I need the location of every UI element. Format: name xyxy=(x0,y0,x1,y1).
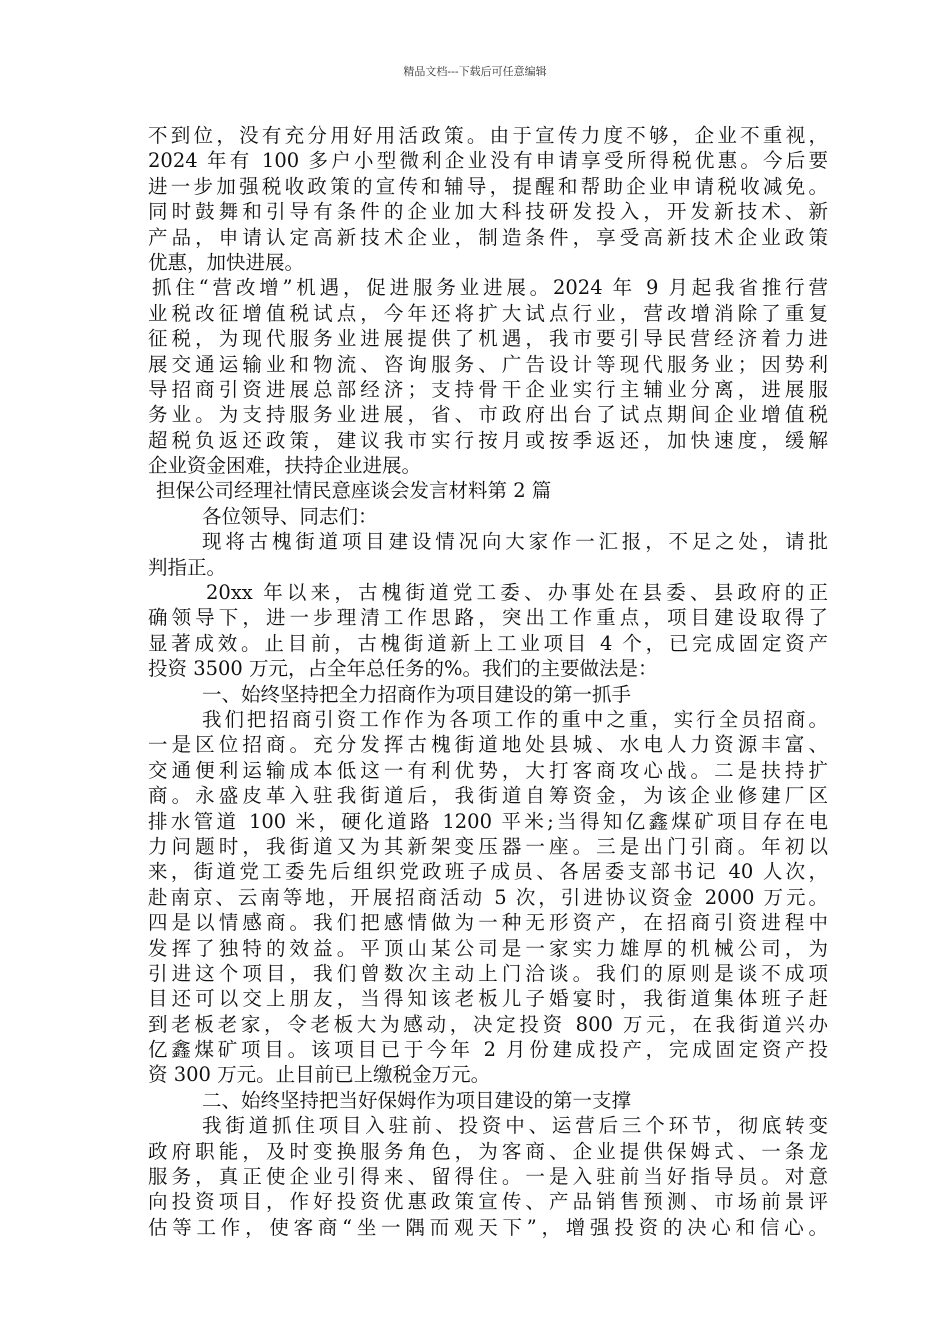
text-line: 二、始终坚持把当好保姆作为项目建设的第一支撑 xyxy=(202,1088,632,1112)
text-line: 同时鼓舞和引导有条件的企业加大科技研发投入，开发新技术、新 xyxy=(148,200,828,224)
text-line: 四是以情感商。我们把感情做为一种无形资产，在招商引资进程中 xyxy=(148,911,828,935)
text-line: 一、始终坚持把全力招商作为项目建设的第一抓手 xyxy=(202,682,632,706)
text-line: 抓住“营改增”机遇，促进服务业进展。2024 年 9 月起我省推行营 xyxy=(152,276,828,300)
text-line: 服务，真正使企业引得来、留得住。一是入驻前当好指导员。对意 xyxy=(148,1165,828,1189)
text-line: 优惠，加快进展。 xyxy=(148,250,305,274)
text-line: 目还可以交上朋友，当得知该老板儿子婚宴时，我街道集体班子赶 xyxy=(148,987,828,1011)
page-header: 精品文档---下载后可任意编辑 xyxy=(403,65,547,78)
text-line: 展交通运输业和物流、咨询服务、广告设计等现代服务业；因势利 xyxy=(148,352,828,376)
text-line: 不到位，没有充分用好用活政策。由于宣传力度不够，企业不重视， xyxy=(148,124,828,147)
text-line: 引进这个项目，我们曾数次主动上门洽谈。我们的原则是谈不成项 xyxy=(148,961,828,985)
text-line: 我街道抓住项目入驻前、投资中、运营后三个环节，彻底转变 xyxy=(202,1114,828,1138)
text-line: 各位领导、同志们： xyxy=(202,504,378,528)
text-line: 到老板老家，令老板大为感动，决定投资 800 万元，在我街道兴办 xyxy=(148,1012,828,1036)
text-line: 进一步加强税收政策的宣传和辅导，提醒和帮助企业申请税收减免。 xyxy=(148,174,828,198)
text-line: 交通便利运输成本低这一有利优势，大打客商攻心战。二是扶持扩 xyxy=(148,758,828,782)
document-body xyxy=(148,123,828,1240)
text-line: 征税，为现代服务业进展提供了机遇，我市要引导民营经济着力进 xyxy=(148,327,828,351)
text-line: 商。永盛皮革入驻我街道后，我街道自筹资金，为该企业修建厂区 xyxy=(148,784,828,808)
text-line: 估等工作，使客商“坐一隅而观天下”，增强投资的决心和信心。 xyxy=(148,1215,828,1239)
text-line: 我们把招商引资工作作为各项工作的重中之重，实行全员招商。 xyxy=(202,707,828,731)
text-line: 超税负返还政策，建议我市实行按月或按季返还，加快速度，缓解 xyxy=(148,428,828,452)
text-line: 确领导下，进一步理清工作思路，突出工作重点，项目建设取得了 xyxy=(148,606,828,630)
text-line: 一是区位招商。充分发挥古槐街道地处县城、水电人力资源丰富、 xyxy=(148,733,828,757)
text-line: 政府职能，及时变换服务角色，为客商、企业提供保姆式、一条龙 xyxy=(148,1139,828,1163)
text-line: 产品，申请认定高新技术企业，制造条件，享受高新技术企业政策 xyxy=(148,225,828,249)
text-line: 来，街道党工委先后组织党政班子成员、各居委支部书记 40 人次， xyxy=(148,860,828,884)
text-line: 企业资金困难，扶持企业进展。 xyxy=(148,454,422,478)
text-line: 务业。为支持服务业进展，省、市政府出台了试点期间企业增值税 xyxy=(148,403,828,427)
text-line: 投资 3500 万元，占全年总任务的%。我们的主要做法是： xyxy=(148,657,658,681)
text-line: 排水管道 100 米，硬化道路 1200 平米;当得知亿鑫煤矿项目存在电 xyxy=(148,809,828,833)
text-line: 导招商引资进展总部经济；支持骨干企业实行主辅业分离，进展服 xyxy=(148,377,828,401)
text-line: 资 300 万元。止目前已上缴税金万元。 xyxy=(148,1063,491,1087)
text-line: 赴南京、云南等地，开展招商活动 5 次，引进协议资金 2000 万元。 xyxy=(148,885,828,909)
text-line: 2024 年有 100 多户小型微利企业没有申请享受所得税优惠。今后要 xyxy=(148,149,828,173)
text-line: 判指正。 xyxy=(148,555,227,579)
text-line: 担保公司经理社情民意座谈会发言材料第 2 篇 xyxy=(156,479,552,503)
text-line: 业税改征增值税试点，今年还将扩大试点行业，营改增消除了重复 xyxy=(148,301,828,325)
text-line: 亿鑫煤矿项目。该项目已于今年 2 月份建成投产，完成固定资产投 xyxy=(148,1038,828,1062)
text-line: 力问题时，我街道又为其新架变压器一座。三是出门引商。年初以 xyxy=(148,834,828,858)
text-line: 显著成效。止目前，古槐街道新上工业项目 4 个，已完成固定资产 xyxy=(148,631,828,655)
text-line: 向投资项目，作好投资优惠政策宣传、产品销售预测、市场前景评 xyxy=(148,1190,828,1214)
text-line: 发挥了独特的效益。平顶山某公司是一家实力雄厚的机械公司，为 xyxy=(148,936,828,960)
text-line: 20xx 年以来，古槐街道党工委、办事处在县委、县政府的正 xyxy=(206,581,828,605)
text-line: 现将古槐街道项目建设情况向大家作一汇报，不足之处，请批 xyxy=(202,530,828,554)
